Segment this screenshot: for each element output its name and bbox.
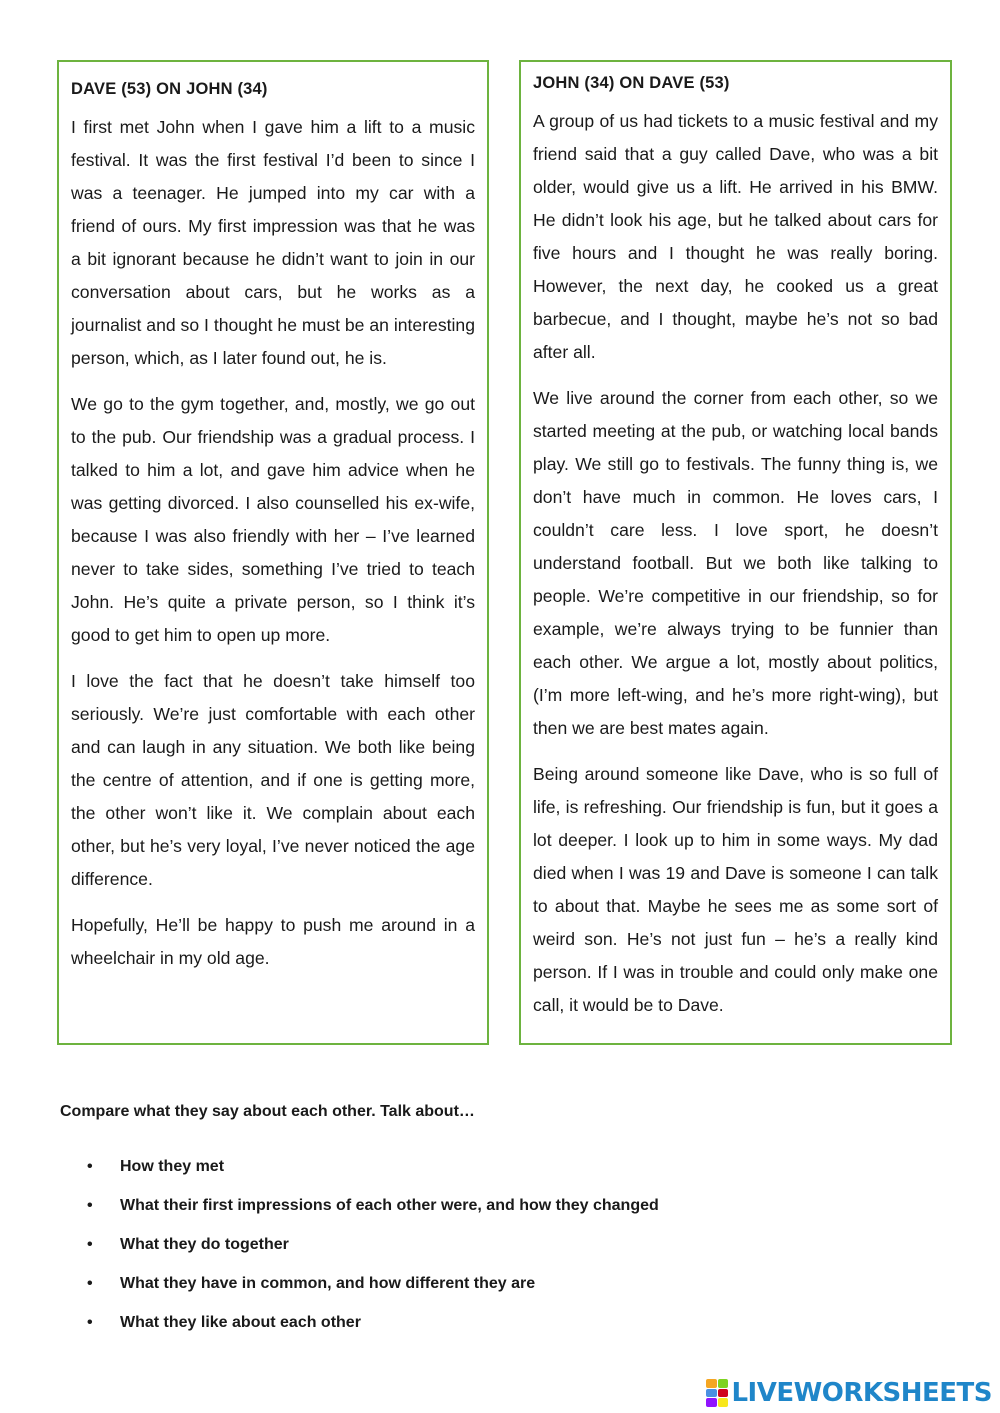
liveworksheets-logo-icon <box>706 1379 728 1407</box>
dave-paragraph-4: Hopefully, He’ll be happy to push me around in a wheelchair in my old age. <box>71 915 475 968</box>
logo-text: LIVEWORKSHEETS <box>731 1378 992 1408</box>
dave-on-john-heading: DAVE (53) ON JOHN (34) <box>71 80 268 98</box>
logo-tile <box>706 1389 717 1398</box>
logo-tile <box>706 1379 717 1388</box>
talking-point <box>60 1311 940 1335</box>
talking-point <box>60 1233 940 1257</box>
bullet-icon: • <box>87 1197 93 1214</box>
logo-tile <box>718 1389 729 1398</box>
task-prompt: Compare what they say about each other. Talk about… <box>60 1103 475 1120</box>
logo-tile <box>706 1398 717 1407</box>
bullet-icon: • <box>87 1275 93 1292</box>
talking-point-text: What they have in common, and how different they are <box>120 1275 536 1292</box>
talking-point <box>60 1194 940 1218</box>
talking-point-text: What they like about each other <box>120 1314 361 1331</box>
discussion-task <box>60 1100 940 1350</box>
talking-points-list <box>60 1155 940 1335</box>
talking-point <box>60 1272 940 1296</box>
talking-point <box>60 1155 940 1179</box>
bullet-icon: • <box>87 1236 93 1253</box>
logo-tile <box>718 1398 729 1407</box>
dave-paragraph-1: I first met John when I gave him a lift to a music festival. It was the first festival I’d been to since I was a teenager. He jumped into my car with a friend of ours. My first impression was that he was a bit ignorant because he didn’t want to join in our conversation about cars, but he works as a journalist and so I thought he must be an interesting person, which, as I later found out, he is. <box>71 117 475 368</box>
john-paragraph-3: Being around someone like Dave, who is so full of life, is refreshing. Our friendship is fun, but it goes a lot deeper. I look up to him in some ways. My dad died when I was 19 and Dave is someone I can talk to about that. Maybe he sees me as some sort of weird son. He’s not just fun – he’s a really kind person. If I was in trouble and could only make one call, it would be to Dave. <box>533 764 938 1015</box>
john-on-dave-heading: JOHN (34) ON DAVE (53) <box>533 74 730 92</box>
talking-point-text: What their first impressions of each other were, and how they changed <box>120 1197 659 1214</box>
dave-on-john-box <box>57 60 489 1045</box>
john-paragraph-2: We live around the corner from each other, so we started meeting at the pub, or watching local bands play. We still go to festivals. The funny thing is, we don’t have much in common. He loves cars, I couldn’t care less. I love sport, he doesn’t understand football. But we both like talking to people. We’re competitive in our friendship, so for example, we’re always trying to be funnier than each other. We argue a lot, mostly about politics, (I’m more left-wing, and he’s more right-wing), but then we are best mates again. <box>533 388 938 738</box>
dave-paragraph-3: I love the fact that he doesn’t take himself too seriously. We’re just comfortable with each other and can laugh in any situation. We both like being the centre of attention, and if one is getting more, the other won’t like it. We complain about each other, but he’s very loyal, I’ve never noticed the age difference. <box>71 671 475 889</box>
talking-point-text: What they do together <box>120 1236 289 1253</box>
bullet-icon: • <box>87 1314 93 1331</box>
logo-tile <box>718 1379 729 1388</box>
dave-paragraph-2: We go to the gym together, and, mostly, we go out to the pub. Our friendship was a gradual process. I talked to him a lot, and gave him advice when he was getting divorced. I also counselled his ex-wife, because I was also friendly with her – I’ve learned never to take sides, something I’ve tried to teach John. He’s quite a private person, so I think it’s good to get him to open up more. <box>71 394 475 645</box>
john-on-dave-box <box>519 60 952 1045</box>
talking-point-text: How they met <box>120 1158 225 1175</box>
john-paragraph-1: A group of us had tickets to a music festival and my friend said that a guy called Dave, who was a bit older, would give us a lift. He arrived in his BMW. He didn’t look his age, but he talked about cars for five hours and I thought he was really boring. However, the next day, he cooked us a great barbecue, and I thought, maybe he’s not so bad after all. <box>533 111 938 362</box>
liveworksheets-logo <box>706 1376 992 1410</box>
bullet-icon: • <box>87 1158 93 1175</box>
